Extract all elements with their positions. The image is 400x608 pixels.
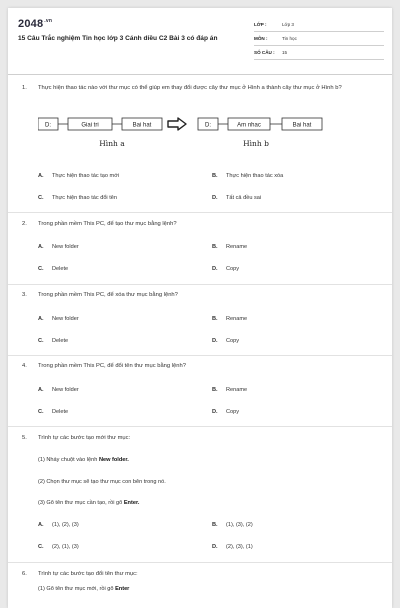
- answer-option-b[interactable]: B. Rename: [212, 387, 248, 393]
- tree-node-label: Am nhac: [237, 122, 261, 129]
- document-page: [8, 8, 392, 608]
- question-stem: Trong phần mềm This PC, để xóa thư mục bằng lệnh?: [38, 292, 178, 298]
- answer-option-b[interactable]: B. (1), (3), (2): [212, 522, 253, 528]
- meta-row-subject: [254, 32, 384, 46]
- answer-option-c[interactable]: C. Thực hiện thao tác đổi tên: [38, 195, 118, 201]
- meta-value: Tin học: [282, 36, 297, 41]
- question-separator: [8, 212, 392, 213]
- tree-node-label: D:: [45, 122, 51, 129]
- answer-option-a[interactable]: A. (1), (2), (3): [38, 522, 79, 528]
- question-number: 4.: [22, 363, 27, 369]
- question-separator: [8, 355, 392, 356]
- question-separator: [8, 284, 392, 285]
- tree-node-label: Giai tri: [81, 122, 99, 129]
- tree-node-label: Bai hat: [292, 122, 312, 129]
- meta-key: MÔN :: [254, 36, 268, 41]
- answer-option-a[interactable]: A. Thực hiện thao tác tạo mới: [38, 173, 120, 179]
- meta-row-count: [254, 46, 384, 60]
- meta-key: LỚP :: [254, 22, 267, 27]
- document-title: 15 Câu Trắc nghiệm Tin học lớp 3 Cánh diều C2 Bài 3 có đáp án: [18, 35, 218, 42]
- figure-b-caption: Hình b: [243, 139, 269, 148]
- answer-option-b[interactable]: B. Rename: [212, 316, 248, 322]
- answer-option-d[interactable]: D. Copy: [212, 266, 240, 272]
- meta-key: SỐ CÂU :: [254, 50, 275, 55]
- question-stem: Trình tự các bước tạo mới thư mục:: [38, 435, 131, 441]
- answer-option-c[interactable]: C. Delete: [38, 338, 69, 344]
- step-line: (2) Chọn thư mục sẽ tạo thư mục con bên trong nó.: [38, 479, 166, 485]
- question-number: 3.: [22, 292, 27, 298]
- answer-option-d[interactable]: D. Copy: [212, 409, 240, 415]
- question-number: 6.: [22, 571, 27, 577]
- answer-option-d[interactable]: D. Tất cả đều sai: [212, 195, 262, 201]
- question-separator: [8, 426, 392, 427]
- tree-node-label: D:: [205, 122, 211, 129]
- answer-option-b[interactable]: B. Rename: [212, 244, 248, 250]
- logo-suffix: .vn: [44, 18, 53, 25]
- step-line: (3) Gõ tên thư mục cần tạo, rồi gõ Enter.: [38, 500, 140, 506]
- answer-option-c[interactable]: C. Delete: [38, 266, 69, 272]
- figure-a-caption: Hình a: [99, 139, 125, 148]
- tree-node-label: Bai hat: [132, 122, 152, 129]
- answer-option-a[interactable]: A. New folder: [38, 244, 79, 250]
- answer-option-b[interactable]: B. Thực hiện thao tác xóa: [212, 173, 284, 179]
- meta-value: Lớp 3: [282, 22, 294, 27]
- question-number: 2.: [22, 221, 27, 227]
- question-number: 1.: [22, 85, 27, 91]
- arrow-right-icon: [168, 118, 186, 130]
- question-stem: Trình tự các bước tạo đổi tên thư mục:: [38, 571, 138, 577]
- site-logo[interactable]: [18, 18, 52, 30]
- folder-tree-figure-a: [38, 118, 162, 130]
- meta-value: 15: [282, 50, 288, 55]
- answer-option-a[interactable]: A. New folder: [38, 316, 79, 322]
- answer-option-d[interactable]: D. Copy: [212, 338, 240, 344]
- question-stem: Trong phần mềm This PC, để đổi tên thư mục bằng lệnh?: [38, 363, 186, 369]
- answer-option-d[interactable]: D. (2), (3), (1): [212, 544, 253, 550]
- answer-option-c[interactable]: C. Delete: [38, 409, 69, 415]
- answer-option-a[interactable]: A. New folder: [38, 387, 79, 393]
- step-line: (1) Gõ tên thư mục mới, rồi gõ Enter: [38, 586, 130, 592]
- question-number: 5.: [22, 435, 27, 441]
- answer-option-c[interactable]: C. (2), (1), (3): [38, 544, 79, 550]
- meta-row-class: [254, 18, 384, 32]
- folder-tree-figure-b: [198, 118, 322, 130]
- question-separator: [8, 562, 392, 563]
- folder-tree-diagram: [38, 116, 378, 162]
- document-header: [8, 8, 392, 70]
- header-divider: [8, 74, 392, 75]
- question-stem: Trong phần mềm This PC, để tạo thư mục bằng lệnh?: [38, 221, 177, 227]
- question-stem: Thực hiện thao tác nào với thư mục có thể giúp em thay đổi được cây thư mục ở Hình a thành cây thư mục ở Hình b?: [38, 85, 342, 91]
- step-line: (1) Nháy chuột vào lệnh New folder.: [38, 457, 129, 463]
- logo-main: 2048: [18, 18, 44, 30]
- meta-table: [254, 18, 384, 60]
